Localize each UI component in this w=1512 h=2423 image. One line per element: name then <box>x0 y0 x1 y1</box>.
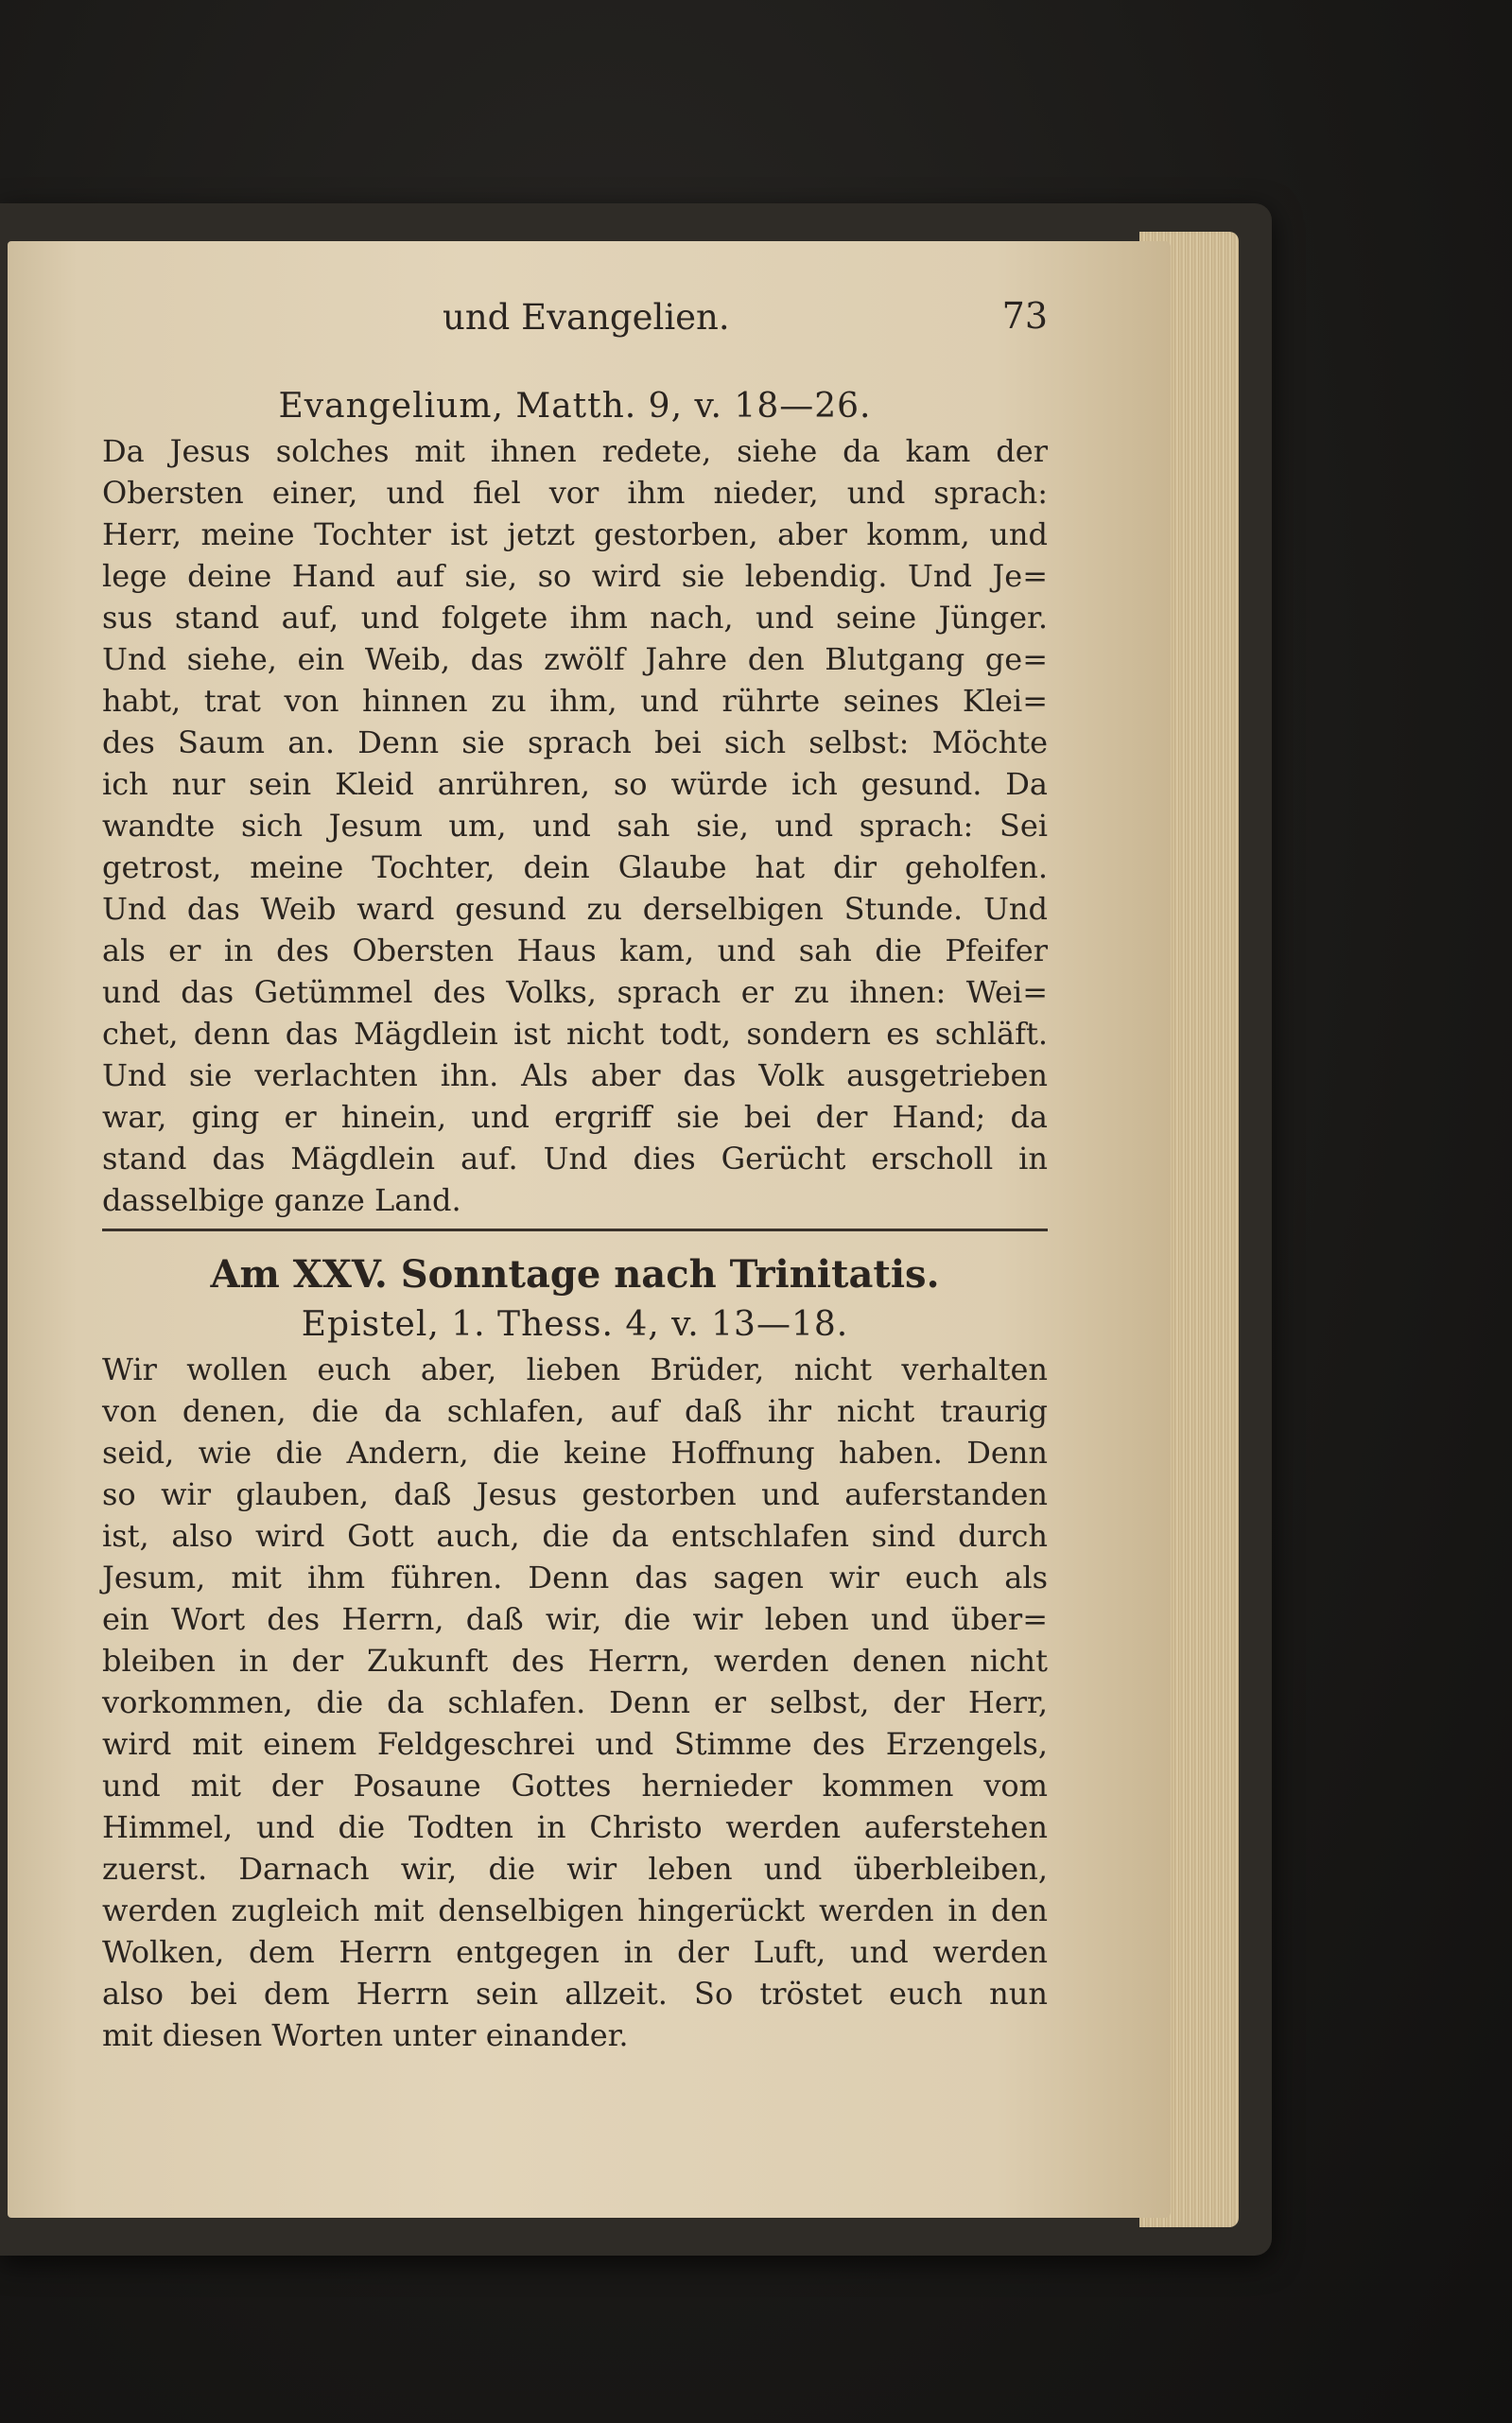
text-line: ich nur sein Kleid anrühren, so würde ich gesund. Da <box>102 766 1048 802</box>
section-epistle <box>102 1215 1048 2056</box>
text-line: so wir glauben, daß Jesus gestorben und auferstanden <box>102 1476 1048 1512</box>
epistle-text <box>102 1349 1048 2056</box>
text-line: werden zugleich mit denselbigen hingerückt werden in den <box>102 1892 1048 1928</box>
text-line: wird mit einem Feldgeschrei und Stimme des Erzengels, <box>102 1726 1048 1762</box>
running-head-title: und Evangelien. <box>443 297 730 338</box>
text-line: Herr, meine Tochter ist jetzt gestorben, aber komm, und <box>102 516 1048 552</box>
text-line: wandte sich Jesum um, und sah sie, und sprach: Sei <box>102 808 1048 844</box>
text-line: ein Wort des Herrn, daß wir, die wir leben und über= <box>102 1601 1048 1637</box>
text-line: bleiben in der Zukunft des Herrn, werden denen nicht <box>102 1643 1048 1679</box>
text-line: seid, wie die Andern, die keine Hoffnung haben. Denn <box>102 1435 1048 1471</box>
text-line: als er in des Obersten Haus kam, und sah die Pfeifer <box>102 933 1048 968</box>
text-line: war, ging er hinein, und ergriff sie bei der Hand; da <box>102 1099 1048 1135</box>
text-line: also bei dem Herrn sein allzeit. So tröstet euch nun <box>102 1976 1048 2012</box>
text-line: zuerst. Darnach wir, die wir leben und überbleiben, <box>102 1851 1048 1887</box>
section-heading: Am XXV. Sonntage nach Trinitatis. <box>210 1252 940 1297</box>
running-head <box>102 284 1048 350</box>
text-line: dasselbige ganze Land. <box>102 1182 461 1218</box>
section-subheading: Epistel, 1. Thess. 4, v. 13—18. <box>301 1305 849 1344</box>
text-line: Wolken, dem Herrn entgegen in der Luft, und werden <box>102 1934 1048 1970</box>
text-line: von denen, die da schlafen, auf daß ihr nicht traurig <box>102 1393 1048 1429</box>
text-line: habt, trat von hinnen zu ihm, und rührte seines Klei= <box>102 683 1048 719</box>
text-line: Himmel, und die Todten in Christo werden auferstehen <box>102 1809 1048 1845</box>
text-line: stand das Mägdlein auf. Und dies Gerücht erscholl in <box>102 1141 1048 1177</box>
text-line: lege deine Hand auf sie, so wird sie lebendig. Und Je= <box>102 558 1048 594</box>
section-divider <box>102 1229 1048 1231</box>
text-line: und das Getümmel des Volks, sprach er zu ihnen: Wei= <box>102 974 1048 1010</box>
page-number: 73 <box>1001 295 1048 337</box>
text-line: und mit der Posaune Gottes hernieder kommen vom <box>102 1768 1048 1804</box>
text-line: Wir wollen euch aber, lieben Brüder, nicht verhalten <box>102 1351 1048 1387</box>
text-line: Und das Weib ward gesund zu derselbigen Stunde. Und <box>102 891 1048 927</box>
text-line: vorkommen, die da schlafen. Denn er selbst, der Herr, <box>102 1684 1048 1720</box>
text-line: Und sie verlachten ihn. Als aber das Volk ausgetrieben <box>102 1057 1048 1093</box>
text-line: Jesum, mit ihm führen. Denn das sagen wir euch als <box>102 1560 1048 1595</box>
text-line: mit diesen Worten unter einander. <box>102 2017 629 2053</box>
text-line: Obersten einer, und fiel vor ihm nieder, und sprach: <box>102 475 1048 511</box>
section-gospel <box>102 383 1048 1221</box>
text-line: des Saum an. Denn sie sprach bei sich selbst: Möchte <box>102 724 1048 760</box>
text-line: ist, also wird Gott auch, die da entschlafen sind durch <box>102 1518 1048 1554</box>
text-line: getrost, meine Tochter, dein Glaube hat dir geholfen. <box>102 849 1048 885</box>
gospel-text <box>102 430 1048 1221</box>
section-heading: Evangelium, Matth. 9, v. 18—26. <box>278 387 872 426</box>
text-line: Und siehe, ein Weib, das zwölf Jahre den Blutgang ge= <box>102 641 1048 677</box>
text-line: chet, denn das Mägdlein ist nicht todt, sondern es schläft. <box>102 1016 1048 1052</box>
text-line: Da Jesus solches mit ihnen redete, siehe da kam der <box>102 433 1048 469</box>
text-line: sus stand auf, und folgete ihm nach, und seine Jünger. <box>102 600 1048 636</box>
